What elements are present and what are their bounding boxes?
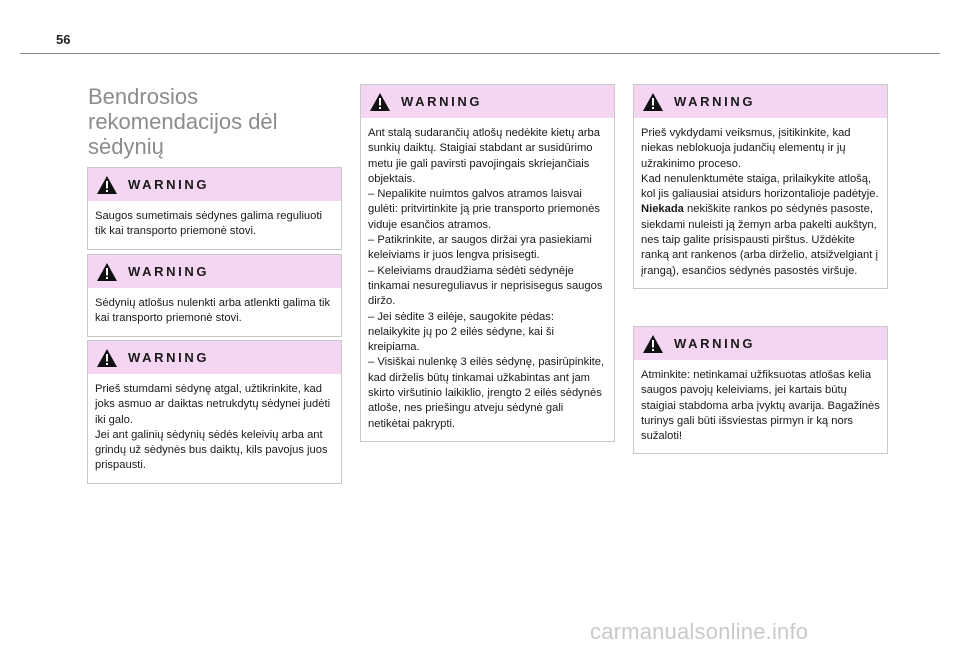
warning-header (88, 341, 341, 374)
warning-triangle-icon (96, 262, 118, 282)
warning-header (88, 255, 341, 288)
warning-header (361, 85, 614, 118)
warning-header (634, 85, 887, 118)
warning-label: WARNING (128, 350, 210, 365)
warning-label: WARNING (128, 264, 210, 279)
warning-label: WARNING (128, 177, 210, 192)
warning-emphasis: Niekada (641, 203, 684, 216)
warning-triangle-icon (96, 348, 118, 368)
warning-triangle-icon (642, 92, 664, 112)
warning-text (634, 118, 887, 288)
section-title: Bendrosios rekomendacijos dėl sėdynių (88, 84, 278, 159)
warning-triangle-icon (369, 92, 391, 112)
warning-box-3 (87, 340, 342, 484)
page-number: 56 (56, 32, 71, 47)
warning-box-6 (633, 326, 888, 454)
warning-text-part: Prieš vykdydami veiksmus, įsitikinkite, kad niekas neblokuoja judančių elementų ir jų užrakinimo proceso. Kad nenulenktumėte staiga, prilaikykite atlošą, kol jis galiausiai atsidurs horizontalioje padėtyje. (641, 127, 879, 201)
warning-box-5 (633, 84, 888, 289)
warning-box-2 (87, 254, 342, 337)
header-rule (20, 53, 940, 54)
warning-text: Prieš stumdami sėdynę atgal, užtikrinkite, kad joks asmuo ar daiktas netrukdytų sėdynei judėti iki galo. Jei ant galinių sėdynių sėdės keleivių arba ant grindų už sėdynės bus daiktų, kils pavojus juos prispausti. (95, 383, 331, 472)
warning-text: Sėdynių atlošus nulenkti arba atlenkti galima tik kai transporto priemonė stovi. (95, 297, 331, 325)
warning-label: WARNING (401, 94, 483, 109)
warning-box-1 (87, 167, 342, 250)
watermark: carmanualsonline.info (590, 619, 809, 644)
warning-text: Ant stalą sudarančių atlošų nedėkite kietų arba sunkių daiktų. Staigiai stabdant ar susidūrimo metu jie gali pavirsti pavojingais skriejančiais objektais. – Nepalikite nuimtos galvos atramos laisvai gulėti: pritvirtinkite ją prie transporto priemonės viduje esančios atramos. – Patikrinkite, ar saugos diržai yra pasiekiami keleiviams ir juos lengva prisisegti. – Keleiviams draudžiama sėdėti sėdynėje tinkamai nesureguliavus ir neprisisegus saugos diržo. – Jei sėdite 3 eilėje, saugokite pėdas: nelaikykite jų po 2 eilės sėdyne, kai ši kreipiama. – Visiškai nulenkę 3 eilės sėdynę, pasirūpinkite, kad dirželis būtų tinkamai užkabintas ant jam skirto viršutinio laikiklio, įrengto 2 eilės sėdynės atloše, nes priešingu atveju sėdynė gali netikėtai pakrypti. (368, 127, 605, 430)
warning-box-4 (360, 84, 615, 442)
warning-triangle-icon (642, 334, 664, 354)
warning-triangle-icon (96, 175, 118, 195)
warning-text: Saugos sumetimais sėdynes galima reguliuoti tik kai transporto priemonė stovi. (95, 210, 322, 238)
warning-text-part: nekiškite rankos po sėdynės pasoste, siekdami nuleisti ją žemyn arba pakelti aukštyn, nes taip galite prisispausti pirštus. Uždėkite ranką ant rankenos (arba dirželio, atsižvelgiant į įrangą), esančios sėdynės pasostės viršuje. (641, 203, 878, 277)
warning-header (88, 168, 341, 201)
warning-label: WARNING (674, 94, 756, 109)
warning-label: WARNING (674, 336, 756, 351)
warning-text: Atminkite: netinkamai užfiksuotas atlošas kelia saugos pavojų keleiviams, jei kartais būtų staigiai stabdoma arba įvyktų avarija. Bagažinės turinys gali būti išsviestas pirmyn ir ką nors sužaloti! (641, 369, 880, 443)
warning-header (634, 327, 887, 360)
